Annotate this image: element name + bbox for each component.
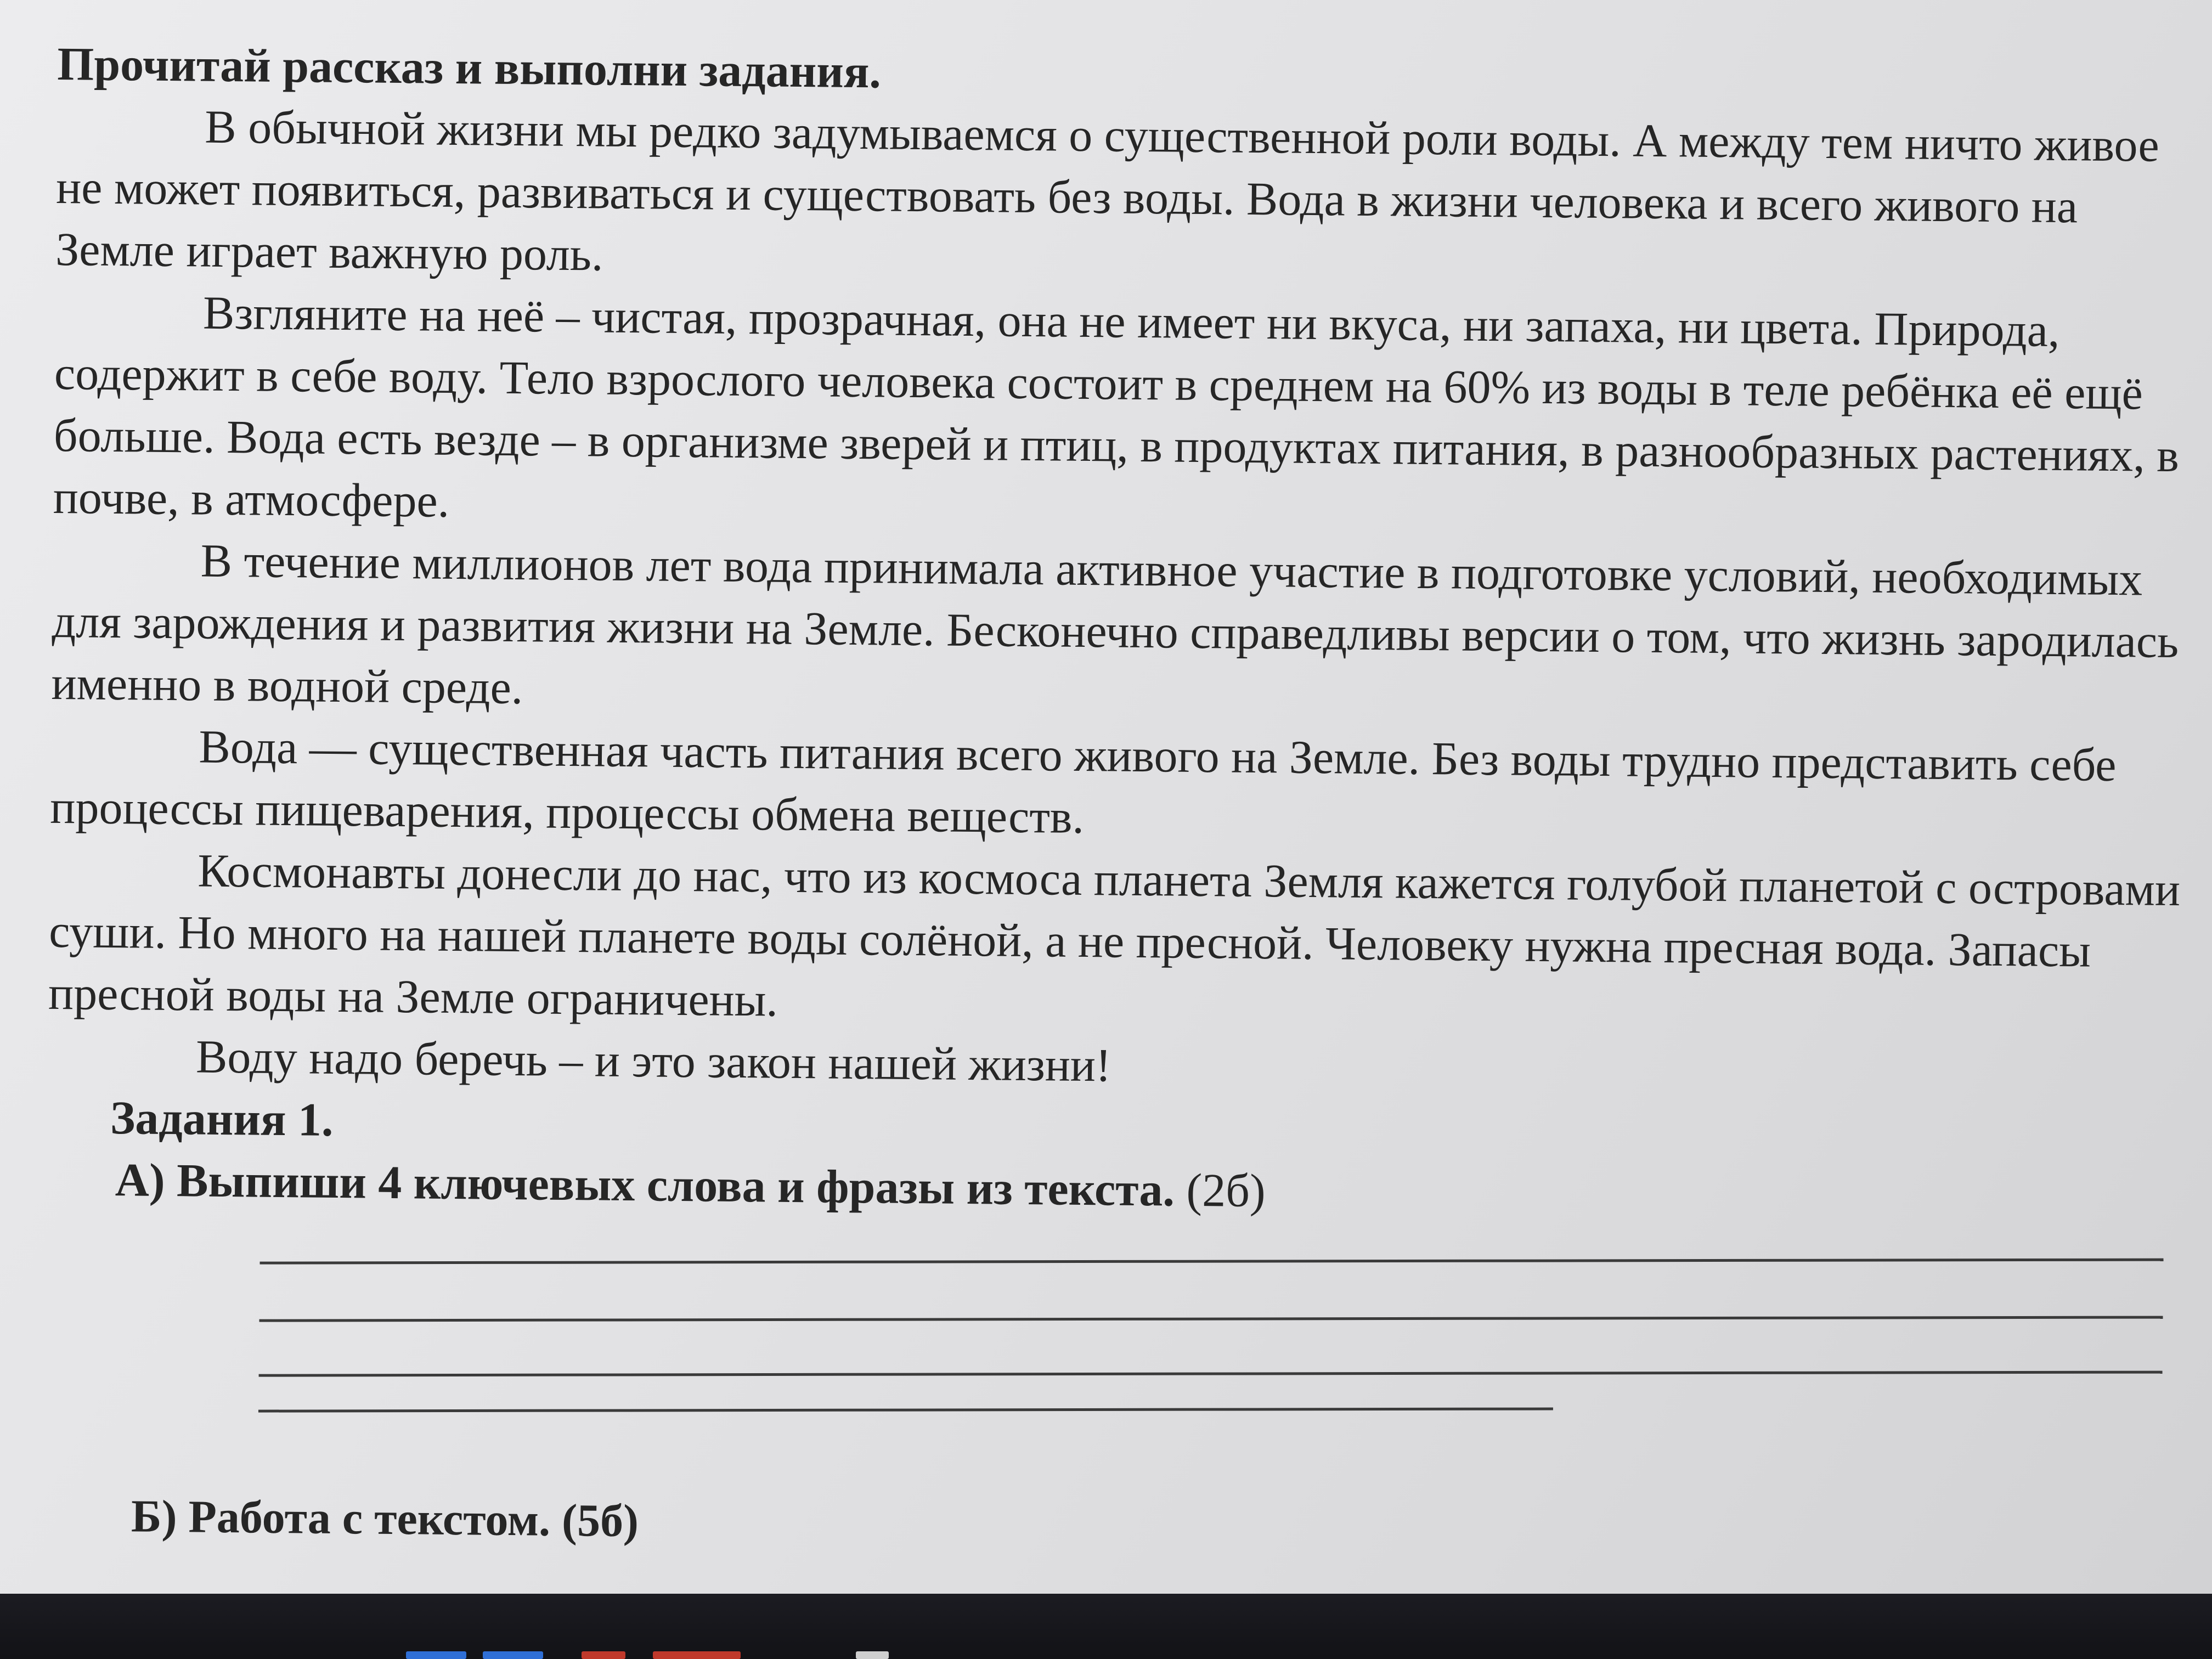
answer-line[interactable]	[258, 1408, 1553, 1413]
paragraph-4: Вода — существенная часть питания всего живого на Земле. Без воды трудно представить себе процессы пищеварения, процессы обмена веществ.	[49, 720, 2117, 844]
tasks-title: Задания 1.	[110, 1091, 334, 1146]
taskbar-app-indicator[interactable]	[582, 1651, 625, 1659]
paragraph-2: Взгляните на неё – чистая, прозрачная, она не имеет ни вкуса, ни запаха, ни цвета. Природа, содержит в себе воду. Тело взрослого человека состоит в среднем на 60% из воды в теле ребёнка её ещё больше. Вода есть везде – в организме зверей и птиц, в продуктах питания, в разнообразных растениях, в почве, в атмосфере.	[53, 286, 2180, 527]
taskbar-app-indicator[interactable]	[653, 1651, 741, 1659]
paragraph-5: Космонавты донесли до нас, что из космоса планета Земля кажется голубой планетой с островами суши. Но много на нашей планете воды солёной, а не пресной. Человеку нужна пресная вода. Запасы пресной воды на Земле ограничены.	[48, 844, 2181, 1026]
paragraph-1: В обычной жизни мы редко задумываемся о существенной роли воды. А между тем ничто живое не может появиться, развиваться и существовать без воды. Вода в жизни человека и всего живого на Земле играет важную роль.	[55, 100, 2160, 281]
answer-line[interactable]	[259, 1316, 2163, 1322]
taskbar	[0, 1594, 2212, 1659]
task-b	[131, 1485, 2212, 1567]
taskbar-app-indicator[interactable]	[483, 1651, 543, 1659]
document-body	[43, 33, 2212, 1567]
task-a-text: А) Выпиши 4 ключевых слова и фразы из текста.	[115, 1153, 1175, 1216]
answer-line[interactable]	[259, 1371, 2163, 1377]
paragraph-6: Воду надо беречь – и это закон нашей жизни!	[195, 1030, 1112, 1092]
paragraph-3: В течение миллионов лет вода принимала активное участие в подготовке условий, необходимых для зарождения и развития жизни на Земле. Бесконечно справедливы версии о том, что жизнь зародилась именно в водной среде.	[51, 534, 2179, 714]
taskbar-app-indicator[interactable]	[406, 1651, 466, 1659]
task-b-text: Б) Работа с текстом.	[131, 1491, 551, 1546]
taskbar-app-indicator[interactable]	[856, 1651, 889, 1659]
document-heading: Прочитай рассказ и выполни задания.	[57, 37, 882, 98]
answer-line[interactable]	[260, 1259, 2164, 1265]
answer-lines	[258, 1229, 2164, 1428]
task-a-points: (2б)	[1186, 1163, 1266, 1217]
task-b-points: (5б)	[561, 1494, 639, 1547]
